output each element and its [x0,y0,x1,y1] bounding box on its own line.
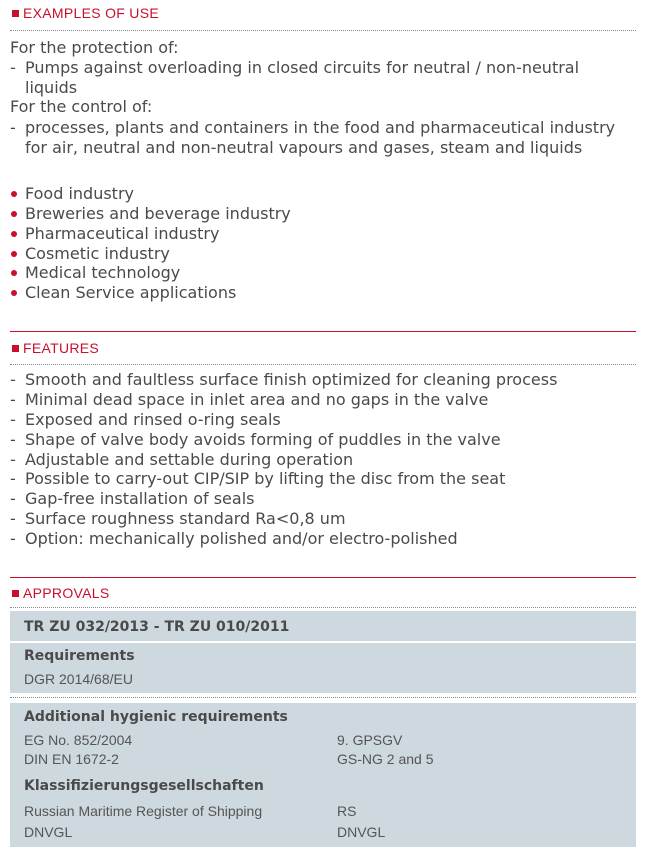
tr-label: TR ZU 032/2013 - TR ZU 010/2011 [24,619,290,635]
feature-label: Minimal dead space in inlet area and no gaps in the valve [25,390,489,409]
bullet-dot-icon [11,270,17,276]
feature-item [10,469,636,489]
klass-left-1: DNVGL [24,824,73,840]
feature-label: Possible to carry-out CIP/SIP by lifting the disc from the seat [25,469,506,488]
klass-right-1: DNVGL [337,824,386,840]
examples-title: EXAMPLES OF USE [23,5,159,21]
divider [10,607,636,608]
bullet-item [10,244,636,264]
divider [10,30,636,31]
bullet-label: Cosmetic industry [25,244,170,263]
hygienic-label: Additional hygienic requirements [24,709,288,725]
dash-icon: - [10,509,16,528]
bullet-dot-icon [11,211,17,217]
feature-item [10,529,636,549]
feature-label: Adjustable and settable during operation [25,450,354,469]
bullet-dot-icon [11,290,17,296]
examples-section-header [12,3,636,25]
bullet-label: Medical technology [25,263,181,282]
klass-right-0: RS [337,803,357,819]
feature-label: Exposed and rinsed o-ring seals [25,410,281,429]
feature-item [10,410,636,430]
feature-label: Shape of valve body avoids forming of puddles in the valve [25,430,501,449]
klass-left-0: Russian Maritime Register of Shipping [24,803,263,819]
section-separator [10,577,636,578]
approvals-section-header [12,583,636,605]
feature-item [10,430,636,450]
list-item [10,58,636,98]
hygienic-right-0: 9. GPSGV [337,732,403,748]
dash-icon: - [10,58,16,77]
bullet-dot-icon [11,231,17,237]
feature-label: Gap-free installation of seals [25,489,255,508]
dash-icon: - [10,469,16,488]
hygienic-left-1: DIN EN 1672-2 [24,751,119,767]
dash-icon: - [10,529,16,548]
bullet-label: Clean Service applications [25,283,237,302]
dash-icon: - [10,410,16,429]
section-separator [10,331,636,332]
control-item: processes, plants and containers in the food and pharmaceutical industry for air, neutral and non-neutral vapours and gases, steam and liquids [25,118,616,157]
dash-icon: - [10,450,16,469]
protection-item: Pumps against overloading in closed circuits for neutral / non-neutral liquids [25,58,580,97]
feature-item [10,450,636,470]
section-marker-icon [12,590,19,597]
list-item [10,118,636,158]
tr-panel [10,611,636,641]
feature-item [10,390,636,410]
requirements-value: DGR 2014/68/EU [24,671,133,687]
requirements-panel [10,643,636,693]
hygienic-right-1: GS-NG 2 and 5 [337,751,434,767]
feature-label: Smooth and faultless surface finish optimized for cleaning process [25,370,558,389]
section-marker-icon [12,345,19,352]
klass-label: Klassifizierungsgesellschaften [24,778,264,794]
divider [10,697,636,698]
bullet-item [10,263,636,283]
feature-label: Option: mechanically polished and/or electro-polished [25,529,458,548]
bullet-dot-icon [11,251,17,257]
approvals-title: APPROVALS [23,585,110,601]
bullet-item [10,184,636,204]
dash-icon: - [10,118,16,137]
bullet-item [10,224,636,244]
features-title: FEATURES [23,340,100,356]
divider [10,364,636,365]
dash-icon: - [10,370,16,389]
bullet-dot-icon [11,191,17,197]
feature-item [10,370,636,390]
requirements-label: Requirements [24,648,135,664]
protection-heading: For the protection of: [10,38,179,57]
dash-icon: - [10,390,16,409]
dash-icon: - [10,489,16,508]
feature-label: Surface roughness standard Ra<0,8 um [25,509,346,528]
bullet-item [10,283,636,303]
bullet-label: Breweries and beverage industry [25,204,291,223]
dash-icon: - [10,430,16,449]
section-marker-icon [12,10,19,17]
feature-item [10,489,636,509]
feature-item [10,509,636,529]
bullet-label: Food industry [25,184,134,203]
features-section-header [12,338,636,360]
hygienic-panel [10,703,636,847]
bullet-label: Pharmaceutical industry [25,224,220,243]
control-heading: For the control of: [10,97,153,116]
bullet-item [10,204,636,224]
hygienic-left-0: EG No. 852/2004 [24,732,133,748]
